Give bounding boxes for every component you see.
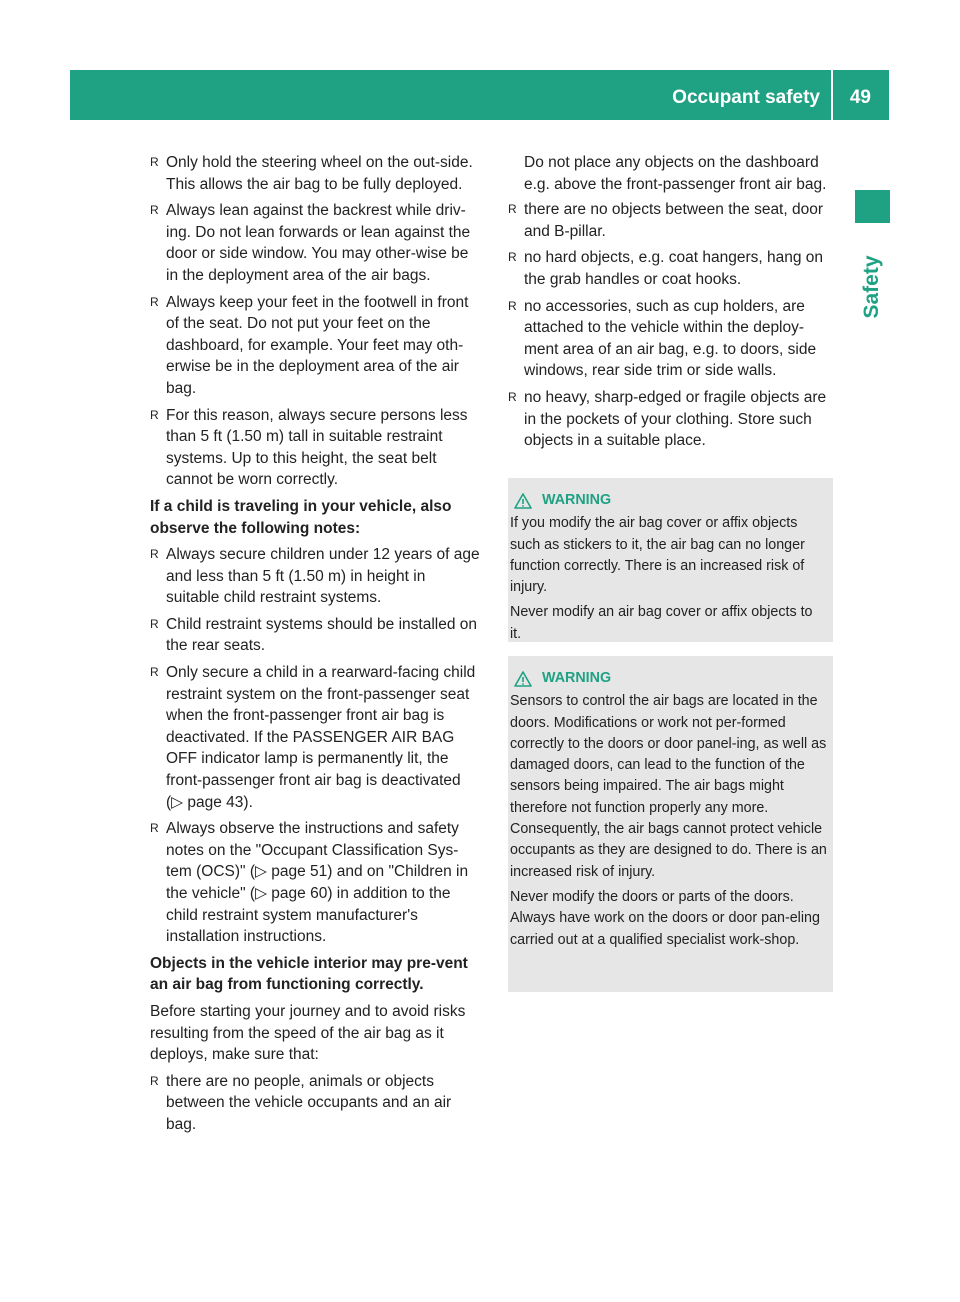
list-item: R there are no people, animals or objects between the vehicle occupants and an air bag. — [150, 1072, 452, 1133]
list-item: R no hard objects, e.g. coat hangers, hang on the grab handles or coat hooks. — [508, 249, 824, 288]
warning-text: Sensors to control the air bags are located in the doors. Modifications or work not per-formed correctly to the doors or door panel-ing, as well as damaged doors, can lead to the function of the sensors being impaired. The air bags might therefore not function properly any more. Consequently, the air bags cannot protect vehicle occupants as they are designed to do. There is an increased risk of injury. — [510, 693, 827, 880]
side-tab-marker — [855, 190, 890, 223]
page-header — [70, 70, 889, 120]
subheading-child: If a child is traveling in your vehicle, also observe the following notes: — [150, 497, 452, 537]
section-title: Occupant safety — [672, 87, 820, 108]
warning-box — [508, 478, 833, 642]
right-column — [508, 152, 834, 457]
list-item: R no accessories, such as cup holders, are attached to the vehicle within the deploy-ment area of an air bag, e.g. to doors, side windows, rear side trim or side walls. — [508, 297, 817, 380]
list-item: R Always keep your feet in the footwell in front of the seat. Do not put your feet on the dashboard, for example. Your feet may oth-erwise be in the deployment area of the air bag. — [150, 293, 469, 397]
list-item: R Only hold the steering wheel on the out-side. This allows the air bag to be fully deployed. — [150, 154, 473, 193]
warning-text: If you modify the air bag cover or affix objects such as stickers to it, the air bag can no longer function correctly. There is an increased risk of injury. — [510, 515, 805, 596]
list-item: R there are no objects between the seat, door and B-pillar. — [508, 201, 824, 240]
list-item: R no heavy, sharp-edged or fragile objects are in the pockets of your clothing. Store such objects in a suitable place. — [508, 388, 827, 450]
paragraph: Before starting your journey and to avoid risks resulting from the speed of the air bag as it deploys, make sure that: — [150, 1002, 466, 1064]
page-number: 49 — [849, 87, 871, 108]
warning-box — [508, 656, 833, 992]
left-column — [150, 152, 482, 1141]
warning-text: Never modify the doors or parts of the doors. Always have work on the doors or door pan-eling carried out at a qualified specialist work-shop. — [510, 888, 820, 948]
list-item: R Always observe the instructions and safety notes on the "Occupant Classification Sys-tem (OCS)" (▷ page 51) and on "Children in the vehicle" (▷ page 60) in addition to the child restraint system manufacturer's installation instructions. — [150, 820, 469, 946]
list-item: R Always lean against the backrest while driv-ing. Do not lean forwards or lean against the door or side window. You may other-wise be in the deployment area of the air bags. — [150, 202, 471, 284]
warning-header — [514, 668, 827, 689]
paragraph-continuation: Do not place any objects on the dashboard e.g. above the front-passenger front air bag. — [524, 154, 827, 193]
side-tab — [852, 242, 892, 332]
warning-header — [514, 490, 827, 511]
list-item: R For this reason, always secure persons less than 5 ft (1.50 m) tall in suitable restraint systems. Up to this height, the seat belt cannot be worn correctly. — [150, 406, 468, 489]
list-item: R Always secure children under 12 years of age and less than 5 ft (1.50 m) in height in suitable child restraint systems. — [150, 546, 480, 607]
warning-label: WARNING — [542, 492, 612, 508]
side-tab-label: Safety — [860, 255, 883, 319]
header-divider — [831, 70, 833, 120]
list-item: R Only secure a child in a rearward-facing child restraint system on the front-passenger seat when the front-passenger front air bag is deactivated. If the PASSENGER AIR BAG OFF indicator lamp is permanently lit, the front-passenger front air bag is deactivated (▷ page 43). — [150, 664, 476, 811]
list-item: R Child restraint systems should be installed on the rear seats. — [150, 615, 478, 655]
warning-text: Never modify an air bag cover or affix objects to it. — [510, 604, 813, 642]
warning-label: WARNING — [542, 670, 612, 686]
warning-triangle-icon — [514, 493, 532, 509]
warning-triangle-icon — [514, 671, 532, 687]
subheading-objects: Objects in the vehicle interior may pre-vent an air bag from functioning correctly. — [150, 954, 468, 994]
